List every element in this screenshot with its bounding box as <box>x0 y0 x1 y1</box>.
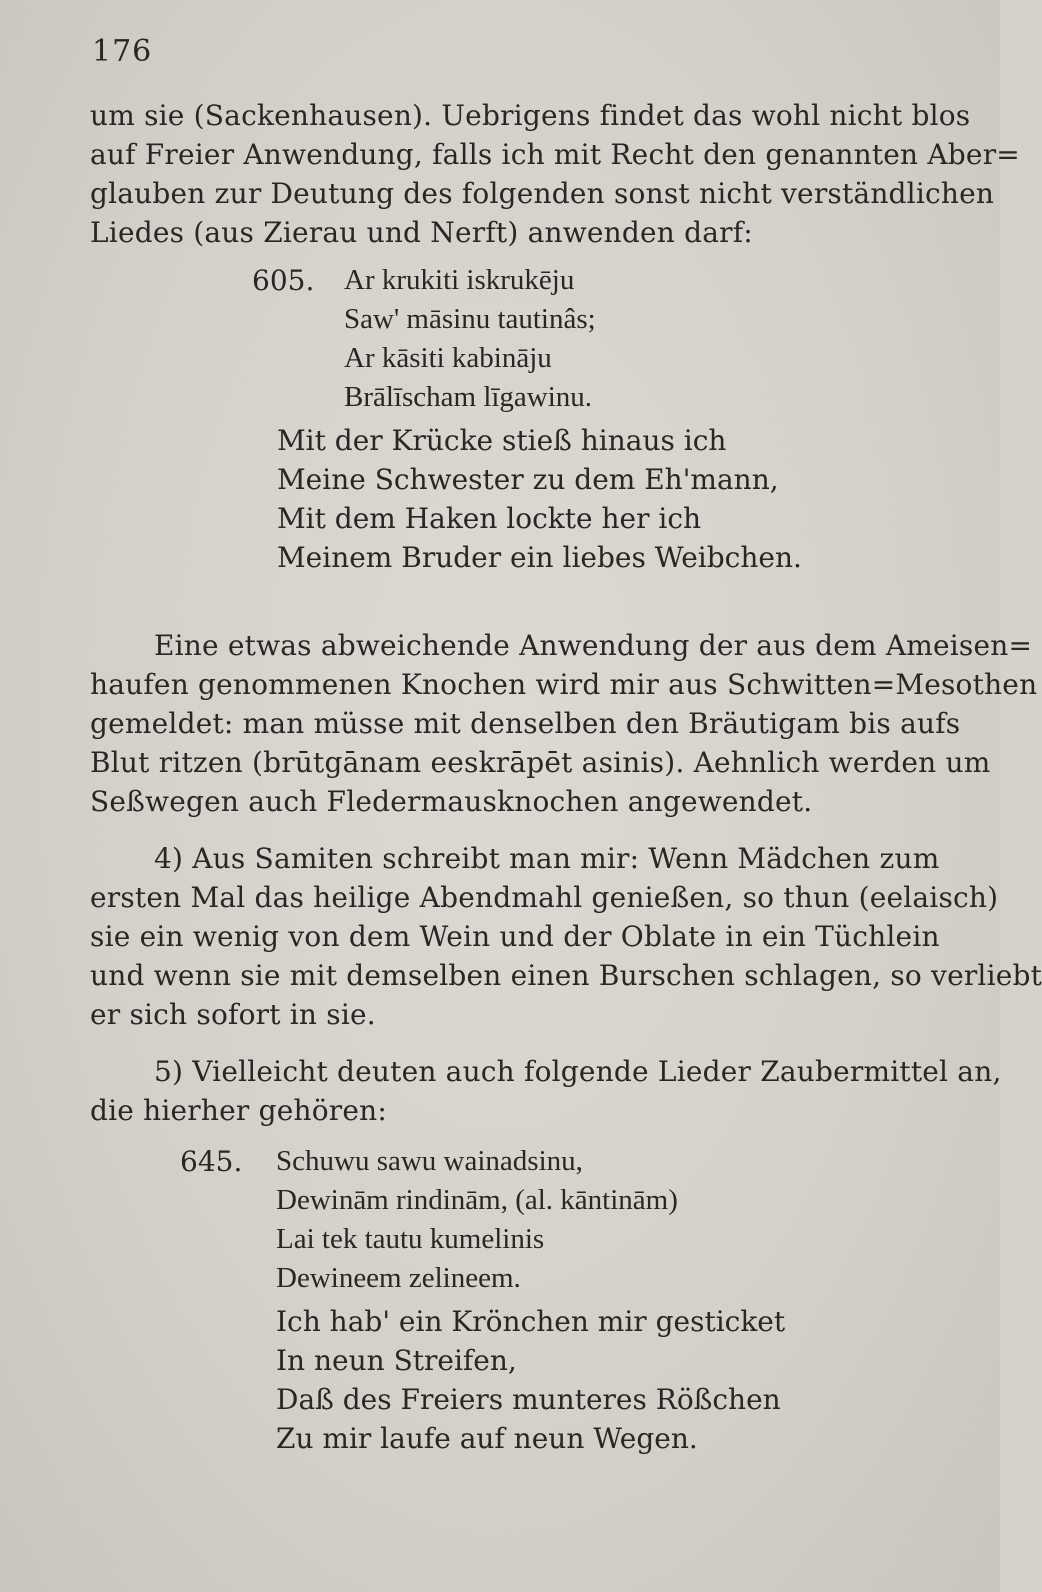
text-line: Eine etwas abweichende Anwendung der aus dem Ameisen= <box>154 629 1033 662</box>
paragraph-intro <box>90 96 1020 252</box>
verse-line: Mit der Krücke stieß hinaus ich <box>277 424 727 457</box>
verse-translation <box>277 421 802 577</box>
text-line: gemeldet: man müsse mit denselben den Bräutigam bis aufs <box>90 707 961 740</box>
verse-number: 605. <box>252 264 315 297</box>
verse-line: Mit dem Haken lockte her ich <box>277 502 702 535</box>
text-line: Liedes (aus Zierau und Nerft) anwenden darf: <box>90 216 753 249</box>
verse-line: Brālīscham līgawinu. <box>344 381 593 413</box>
paragraph-samiten <box>90 839 1042 1034</box>
text-line: haufen genommenen Knochen wird mir aus Schwitten=Mesothen <box>90 668 1038 701</box>
text-line: er sich sofort in sie. <box>90 998 376 1031</box>
verse-line: Ar kāsiti kabināju <box>344 342 552 374</box>
text-line: die hierher gehören: <box>90 1094 387 1127</box>
verse-latvian-text <box>276 1142 678 1298</box>
verse-number: 645. <box>180 1145 243 1178</box>
verse-line: Lai tek tautu kumelinis <box>276 1223 545 1255</box>
verse-line: Dewineem zelineem. <box>276 1262 521 1294</box>
verse-line: Meine Schwester zu dem Eh'mann, <box>277 463 779 496</box>
text-line: und wenn sie mit demselben einen Burschen schlagen, so verliebt <box>90 959 1042 992</box>
verse-line: Daß des Freiers munteres Rößchen <box>276 1383 781 1416</box>
paragraph-zaubermittel <box>90 1052 1002 1130</box>
verse-translation <box>276 1302 785 1458</box>
verse-line: Saw' māsinu tautinâs; <box>344 303 596 335</box>
text-line: Blut ritzen (brūtgānam eeskrāpēt asinis). Aehnlich werden um <box>90 746 991 779</box>
text-line: sie ein wenig von dem Wein und der Oblate in ein Tüchlein <box>90 920 940 953</box>
verse-latvian-text <box>344 261 596 417</box>
text-line: Seßwegen auch Fledermausknochen angewendet. <box>90 785 813 818</box>
text-line: um sie (Sackenhausen). Uebrigens findet das wohl nicht blos <box>90 99 971 132</box>
verse-line: In neun Streifen, <box>276 1344 517 1377</box>
verse-line: Schuwu sawu wainadsinu, <box>276 1145 583 1177</box>
verse-line: Ich hab' ein Krönchen mir gesticket <box>276 1305 786 1338</box>
paragraph-ameisenhaufen <box>90 626 1038 821</box>
page-number: 176 <box>92 34 153 69</box>
verse-line: Zu mir laufe auf neun Wegen. <box>276 1422 698 1455</box>
verse-line: Ar krukiti iskrukēju <box>344 264 575 296</box>
text-line: glauben zur Deutung des folgenden sonst nicht verständlichen <box>90 177 995 210</box>
text-line: 5) Vielleicht deuten auch folgende Lieder Zaubermittel an, <box>154 1055 1002 1088</box>
text-line: ersten Mal das heilige Abendmahl genießen, so thun (eelaisch) <box>90 881 999 914</box>
verse-line: Dewinām rindinām, (al. kāntinām) <box>276 1184 678 1216</box>
text-line: 4) Aus Samiten schreibt man mir: Wenn Mädchen zum <box>154 842 940 875</box>
verse-line: Meinem Bruder ein liebes Weibchen. <box>277 541 802 574</box>
text-line: auf Freier Anwendung, falls ich mit Recht den genannten Aber= <box>90 138 1020 171</box>
